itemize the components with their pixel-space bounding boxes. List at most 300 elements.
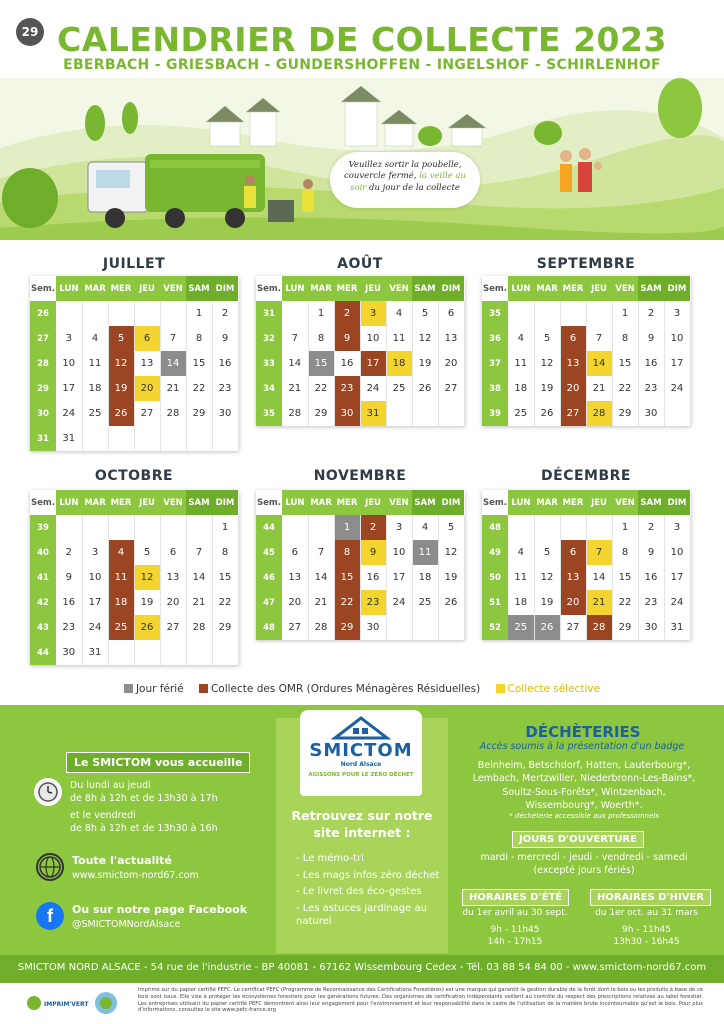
day-cell bbox=[186, 426, 212, 451]
week-row bbox=[30, 376, 238, 401]
day-cell: 25 bbox=[412, 590, 438, 615]
weekday-header: MAR bbox=[82, 490, 108, 515]
week-row bbox=[256, 351, 464, 376]
day-cell: 9 bbox=[212, 326, 238, 351]
weekday-header: DIM bbox=[438, 276, 464, 301]
day-cell: 30 bbox=[638, 401, 664, 426]
weekday-header: JEU bbox=[586, 276, 612, 301]
day-cell bbox=[160, 426, 186, 451]
day-cell: 2 bbox=[212, 301, 238, 326]
website-features bbox=[296, 852, 446, 932]
weekday-header: SAM bbox=[412, 490, 438, 515]
weekday-header: LUN bbox=[56, 490, 82, 515]
day-cell: 26 bbox=[534, 615, 560, 640]
day-cell: 4 bbox=[386, 301, 412, 326]
page-title: CALENDRIER DE COLLECTE 2023 bbox=[57, 20, 667, 59]
weekday-header: MAR bbox=[308, 276, 334, 301]
weekday-header: LUN bbox=[282, 276, 308, 301]
day-cell: 13 bbox=[282, 565, 308, 590]
weekday-header: JEU bbox=[586, 490, 612, 515]
day-cell: 12 bbox=[438, 540, 464, 565]
day-cell bbox=[560, 301, 586, 326]
week-number: 35 bbox=[482, 301, 508, 326]
day-cell: 24 bbox=[664, 376, 690, 401]
week-row bbox=[482, 351, 690, 376]
day-cell: 28 bbox=[186, 615, 212, 640]
day-cell: 31 bbox=[56, 426, 82, 451]
weekday-header: Sem. bbox=[256, 490, 282, 515]
day-cell: 20 bbox=[160, 590, 186, 615]
day-cell: 8 bbox=[612, 540, 638, 565]
smictom-logo: SMICTOM Nord Alsace AGISSONS POUR LE ZÉRO DÉCHET bbox=[300, 710, 422, 796]
week-row bbox=[482, 301, 690, 326]
day-cell: 12 bbox=[534, 565, 560, 590]
week-number: 36 bbox=[482, 326, 508, 351]
decheteries-subtitle: Accès soumis à la présentation d'un badge bbox=[479, 741, 685, 752]
list-item: - Les astuces jardinage au naturel bbox=[296, 902, 427, 927]
week-row bbox=[30, 615, 238, 640]
opening-days: mardi - mercredi - jeudi - vendredi - samedi (excepté jours fériés) bbox=[480, 852, 688, 876]
day-cell: 21 bbox=[160, 376, 186, 401]
day-cell: 8 bbox=[334, 540, 360, 565]
day-cell: 14 bbox=[308, 565, 334, 590]
week-row bbox=[30, 590, 238, 615]
day-cell: 17 bbox=[56, 376, 82, 401]
week-number: 39 bbox=[482, 401, 508, 426]
opening-days-title: JOURS D'OUVERTURE bbox=[512, 831, 644, 848]
week-row bbox=[256, 326, 464, 351]
day-cell: 29 bbox=[308, 401, 334, 426]
day-cell: 22 bbox=[308, 376, 334, 401]
weekday-header: Sem. bbox=[482, 490, 508, 515]
day-cell: 6 bbox=[438, 301, 464, 326]
weekday-header: JEU bbox=[134, 490, 160, 515]
day-cell: 20 bbox=[560, 376, 586, 401]
week-row bbox=[30, 326, 238, 351]
weekday-header: Sem. bbox=[30, 490, 56, 515]
day-cell: 23 bbox=[360, 590, 386, 615]
week-number: 35 bbox=[256, 401, 282, 426]
day-cell: 24 bbox=[56, 401, 82, 426]
day-cell bbox=[586, 301, 612, 326]
day-cell: 23 bbox=[334, 376, 360, 401]
day-cell bbox=[108, 515, 134, 540]
weekday-header: DIM bbox=[664, 490, 690, 515]
day-cell: 6 bbox=[134, 326, 160, 351]
legend-selective: Collecte sélective bbox=[496, 683, 601, 695]
day-cell: 27 bbox=[560, 401, 586, 426]
day-cell: 24 bbox=[82, 615, 108, 640]
day-cell: 22 bbox=[612, 376, 638, 401]
day-cell: 14 bbox=[586, 351, 612, 376]
day-cell: 27 bbox=[438, 376, 464, 401]
day-cell: 22 bbox=[334, 590, 360, 615]
day-cell: 7 bbox=[282, 326, 308, 351]
day-cell: 26 bbox=[108, 401, 134, 426]
week-number: 51 bbox=[482, 590, 508, 615]
weekday-header: Sem. bbox=[482, 276, 508, 301]
day-cell bbox=[386, 401, 412, 426]
day-cell: 1 bbox=[612, 515, 638, 540]
day-cell bbox=[186, 640, 212, 665]
day-cell: 29 bbox=[334, 615, 360, 640]
day-cell: 15 bbox=[612, 351, 638, 376]
day-cell: 15 bbox=[186, 351, 212, 376]
month-calendar bbox=[256, 276, 465, 426]
month-title: NOVEMBRE bbox=[313, 468, 407, 484]
week-row bbox=[482, 590, 690, 615]
decheteries-towns: Beinheim, Betschdorf, Hatten, Lauterbourg*, Lembach, Mertzwiller, Niederbronn-Les-Bains*, Soultz-Sous-Forêts*, Wintzenbach, Wissembourg*, Woerth*. bbox=[472, 760, 696, 811]
day-cell bbox=[212, 426, 238, 451]
day-cell: 12 bbox=[534, 351, 560, 376]
decheteries-title: DÉCHÈTERIES bbox=[525, 723, 641, 741]
day-cell bbox=[160, 301, 186, 326]
month-calendar bbox=[30, 490, 239, 665]
day-cell: 23 bbox=[56, 615, 82, 640]
week-number: 40 bbox=[30, 540, 56, 565]
website-box-title: Retrouvez sur notre site internet : bbox=[291, 808, 433, 840]
day-cell: 31 bbox=[664, 615, 690, 640]
week-row bbox=[256, 615, 464, 640]
week-number: 38 bbox=[482, 376, 508, 401]
day-cell: 5 bbox=[534, 540, 560, 565]
weekday-header: MER bbox=[560, 490, 586, 515]
day-cell: 27 bbox=[560, 615, 586, 640]
day-cell: 29 bbox=[186, 401, 212, 426]
day-cell: 2 bbox=[638, 301, 664, 326]
day-cell: 12 bbox=[412, 326, 438, 351]
day-cell: 3 bbox=[664, 301, 690, 326]
day-cell bbox=[412, 615, 438, 640]
weekday-header: MAR bbox=[534, 490, 560, 515]
day-cell: 4 bbox=[82, 326, 108, 351]
day-cell: 30 bbox=[638, 615, 664, 640]
clock-icon bbox=[34, 778, 62, 806]
day-cell: 3 bbox=[664, 515, 690, 540]
week-row bbox=[482, 615, 690, 640]
day-cell: 7 bbox=[160, 326, 186, 351]
day-cell: 18 bbox=[82, 376, 108, 401]
week-number: 42 bbox=[30, 590, 56, 615]
weekday-header: MER bbox=[334, 276, 360, 301]
week-row bbox=[30, 401, 238, 426]
day-cell: 19 bbox=[534, 590, 560, 615]
legend-holiday: Jour férié bbox=[124, 683, 184, 695]
day-cell: 18 bbox=[412, 565, 438, 590]
day-cell: 17 bbox=[664, 351, 690, 376]
day-cell: 13 bbox=[160, 565, 186, 590]
list-item: - Le mémo-tri bbox=[296, 853, 364, 864]
week-row bbox=[482, 376, 690, 401]
weekday-header: LUN bbox=[508, 490, 534, 515]
weekday-header: SAM bbox=[638, 276, 664, 301]
day-cell: 11 bbox=[386, 326, 412, 351]
weekday-header: MAR bbox=[82, 276, 108, 301]
day-cell: 21 bbox=[282, 376, 308, 401]
week-row bbox=[482, 401, 690, 426]
week-number: 43 bbox=[30, 615, 56, 640]
globe-icon bbox=[36, 853, 64, 881]
day-cell bbox=[438, 401, 464, 426]
week-number: 45 bbox=[256, 540, 282, 565]
house-logo-icon bbox=[331, 714, 391, 740]
month-calendar bbox=[482, 276, 691, 426]
day-cell: 10 bbox=[664, 540, 690, 565]
day-cell bbox=[386, 615, 412, 640]
accueil-title: Le SMICTOM vous accueille bbox=[66, 752, 250, 773]
week-number: 46 bbox=[256, 565, 282, 590]
day-cell: 15 bbox=[612, 565, 638, 590]
day-cell: 8 bbox=[612, 326, 638, 351]
week-number: 30 bbox=[30, 401, 56, 426]
weekday-header: DIM bbox=[212, 490, 238, 515]
day-cell: 31 bbox=[82, 640, 108, 665]
day-cell bbox=[664, 401, 690, 426]
day-cell: 3 bbox=[386, 515, 412, 540]
day-cell: 5 bbox=[534, 326, 560, 351]
day-cell: 18 bbox=[508, 590, 534, 615]
day-cell: 17 bbox=[664, 565, 690, 590]
day-cell: 10 bbox=[386, 540, 412, 565]
day-cell: 16 bbox=[360, 565, 386, 590]
day-cell: 27 bbox=[134, 401, 160, 426]
day-cell: 11 bbox=[412, 540, 438, 565]
day-cell: 8 bbox=[186, 326, 212, 351]
weekday-header: VEN bbox=[612, 276, 638, 301]
day-cell bbox=[108, 640, 134, 665]
weekday-header: MER bbox=[108, 490, 134, 515]
day-cell: 18 bbox=[386, 351, 412, 376]
day-cell: 12 bbox=[108, 351, 134, 376]
day-cell: 16 bbox=[56, 590, 82, 615]
day-cell: 25 bbox=[82, 401, 108, 426]
weekday-header: MER bbox=[334, 490, 360, 515]
week-number: 41 bbox=[30, 565, 56, 590]
month-title: SEPTEMBRE bbox=[536, 256, 636, 272]
winter-hours-title: HORAIRES D'HIVER bbox=[590, 889, 711, 906]
month-title: OCTOBRE bbox=[94, 468, 174, 484]
day-cell: 14 bbox=[586, 565, 612, 590]
week-number: 48 bbox=[482, 515, 508, 540]
week-row bbox=[482, 515, 690, 540]
day-cell: 9 bbox=[56, 565, 82, 590]
day-cell bbox=[160, 515, 186, 540]
weekday-header: MER bbox=[560, 276, 586, 301]
day-cell: 9 bbox=[638, 326, 664, 351]
weekday-header: VEN bbox=[160, 490, 186, 515]
day-cell: 3 bbox=[56, 326, 82, 351]
day-cell: 5 bbox=[108, 326, 134, 351]
day-cell: 1 bbox=[334, 515, 360, 540]
day-cell bbox=[108, 301, 134, 326]
day-cell: 18 bbox=[108, 590, 134, 615]
day-cell: 6 bbox=[282, 540, 308, 565]
day-cell: 23 bbox=[638, 590, 664, 615]
week-number: 26 bbox=[30, 301, 56, 326]
day-cell: 29 bbox=[612, 615, 638, 640]
month-title: JUILLET bbox=[102, 256, 166, 272]
legend-omr: Collecte des OMR (Ordures Ménagères Résiduelles) bbox=[199, 683, 480, 695]
week-row bbox=[482, 326, 690, 351]
week-row bbox=[30, 515, 238, 540]
day-cell: 13 bbox=[134, 351, 160, 376]
day-cell bbox=[134, 426, 160, 451]
day-cell: 22 bbox=[186, 376, 212, 401]
page-number: 29 bbox=[16, 18, 44, 46]
week-number: 37 bbox=[482, 351, 508, 376]
winter-hours: du 1er oct. au 31 mars 9h - 11h45 13h30 - 16h45 bbox=[595, 908, 698, 948]
day-cell: 24 bbox=[360, 376, 386, 401]
weekday-header: MAR bbox=[534, 276, 560, 301]
day-cell: 26 bbox=[534, 401, 560, 426]
day-cell: 26 bbox=[134, 615, 160, 640]
day-cell: 19 bbox=[438, 565, 464, 590]
day-cell: 30 bbox=[212, 401, 238, 426]
day-cell: 21 bbox=[586, 376, 612, 401]
day-cell: 25 bbox=[508, 401, 534, 426]
day-cell: 22 bbox=[212, 590, 238, 615]
day-cell: 30 bbox=[334, 401, 360, 426]
day-cell: 25 bbox=[508, 615, 534, 640]
day-cell: 24 bbox=[386, 590, 412, 615]
page-subtitle: EBERBACH - GRIESBACH - GUNDERSHOFFEN - INGELSHOF - SCHIRLENHOF bbox=[63, 57, 661, 73]
day-cell: 21 bbox=[186, 590, 212, 615]
day-cell: 9 bbox=[334, 326, 360, 351]
day-cell: 17 bbox=[386, 565, 412, 590]
day-cell: 7 bbox=[186, 540, 212, 565]
day-cell: 2 bbox=[334, 301, 360, 326]
day-cell bbox=[586, 515, 612, 540]
week-row bbox=[30, 301, 238, 326]
day-cell: 25 bbox=[108, 615, 134, 640]
day-cell: 8 bbox=[308, 326, 334, 351]
facebook-icon[interactable]: f bbox=[36, 902, 64, 930]
month-title: AOÛT bbox=[337, 256, 383, 272]
day-cell: 14 bbox=[282, 351, 308, 376]
weekday-header: LUN bbox=[282, 490, 308, 515]
weekday-header: SAM bbox=[638, 490, 664, 515]
day-cell: 11 bbox=[108, 565, 134, 590]
day-cell: 25 bbox=[386, 376, 412, 401]
day-cell: 13 bbox=[438, 326, 464, 351]
weekday-header: MER bbox=[108, 276, 134, 301]
week-row bbox=[482, 565, 690, 590]
day-cell bbox=[438, 615, 464, 640]
day-cell: 7 bbox=[586, 540, 612, 565]
day-cell: 16 bbox=[638, 351, 664, 376]
day-cell: 14 bbox=[186, 565, 212, 590]
day-cell: 10 bbox=[360, 326, 386, 351]
address-line: SMICTOM NORD ALSACE - 54 rue de l'industrie - BP 40081 - 67162 Wissembourg Cedex - Tél. 03 88 54 84 00 - www.smictom-nord67.com bbox=[17, 962, 707, 973]
month-calendar bbox=[30, 276, 239, 451]
certification-logos bbox=[24, 990, 134, 1016]
day-cell: 4 bbox=[508, 326, 534, 351]
summer-hours-title: HORAIRES D'ÉTÉ bbox=[462, 889, 569, 906]
facebook-title: Ou sur notre page Facebook bbox=[72, 903, 248, 916]
day-cell: 19 bbox=[108, 376, 134, 401]
week-row bbox=[256, 590, 464, 615]
day-cell: 16 bbox=[212, 351, 238, 376]
day-cell: 30 bbox=[360, 615, 386, 640]
day-cell: 28 bbox=[586, 401, 612, 426]
day-cell bbox=[56, 301, 82, 326]
day-cell: 15 bbox=[334, 565, 360, 590]
day-cell: 29 bbox=[612, 401, 638, 426]
weekday-header: LUN bbox=[508, 276, 534, 301]
hours-weekday: Du lundi au jeudi de 8h à 12h et de 13h30 à 17h bbox=[70, 780, 218, 804]
day-cell: 13 bbox=[560, 351, 586, 376]
day-cell: 26 bbox=[412, 376, 438, 401]
day-cell: 6 bbox=[160, 540, 186, 565]
weekday-header: JEU bbox=[134, 276, 160, 301]
day-cell bbox=[508, 515, 534, 540]
day-cell: 24 bbox=[664, 590, 690, 615]
day-cell: 11 bbox=[508, 565, 534, 590]
weekday-header: SAM bbox=[186, 276, 212, 301]
day-cell: 27 bbox=[282, 615, 308, 640]
day-cell: 16 bbox=[334, 351, 360, 376]
summer-hours: du 1er avril au 30 sept. 9h - 11h45 14h - 17h15 bbox=[462, 908, 568, 948]
day-cell: 5 bbox=[438, 515, 464, 540]
day-cell: 5 bbox=[134, 540, 160, 565]
day-cell bbox=[134, 301, 160, 326]
hours-friday: et le vendredi de 8h à 12h et de 13h30 à 16h bbox=[70, 810, 218, 834]
website-link[interactable]: www.smictom-nord67.com bbox=[72, 870, 199, 881]
week-row bbox=[30, 640, 238, 665]
day-cell: 27 bbox=[160, 615, 186, 640]
month-calendar bbox=[482, 490, 691, 640]
day-cell: 7 bbox=[308, 540, 334, 565]
day-cell bbox=[534, 301, 560, 326]
day-cell: 5 bbox=[412, 301, 438, 326]
day-cell: 20 bbox=[560, 590, 586, 615]
weekday-header: DIM bbox=[212, 276, 238, 301]
week-number: 48 bbox=[256, 615, 282, 640]
day-cell: 12 bbox=[134, 565, 160, 590]
week-number: 27 bbox=[30, 326, 56, 351]
day-cell bbox=[134, 515, 160, 540]
day-cell bbox=[412, 401, 438, 426]
weekday-header: VEN bbox=[386, 276, 412, 301]
day-cell: 31 bbox=[360, 401, 386, 426]
weekday-header: VEN bbox=[612, 490, 638, 515]
week-number: 44 bbox=[256, 515, 282, 540]
week-number: 32 bbox=[256, 326, 282, 351]
day-cell: 21 bbox=[308, 590, 334, 615]
weekday-header: DIM bbox=[664, 276, 690, 301]
day-cell bbox=[82, 515, 108, 540]
day-cell: 17 bbox=[82, 590, 108, 615]
day-cell bbox=[186, 515, 212, 540]
day-cell bbox=[308, 515, 334, 540]
day-cell: 16 bbox=[638, 565, 664, 590]
day-cell: 7 bbox=[586, 326, 612, 351]
day-cell: 6 bbox=[560, 326, 586, 351]
week-row bbox=[256, 301, 464, 326]
week-row bbox=[256, 401, 464, 426]
day-cell: 10 bbox=[82, 565, 108, 590]
week-number: 28 bbox=[30, 351, 56, 376]
day-cell: 1 bbox=[612, 301, 638, 326]
facebook-link[interactable]: @SMICTOMNordAlsace bbox=[72, 919, 181, 930]
imprimvert-logo: IMPRIM'VERT bbox=[44, 1001, 89, 1008]
weekday-header: SAM bbox=[186, 490, 212, 515]
week-row bbox=[30, 351, 238, 376]
day-cell bbox=[508, 301, 534, 326]
day-cell bbox=[282, 301, 308, 326]
day-cell: 8 bbox=[212, 540, 238, 565]
month-title: DÉCEMBRE bbox=[541, 468, 631, 484]
